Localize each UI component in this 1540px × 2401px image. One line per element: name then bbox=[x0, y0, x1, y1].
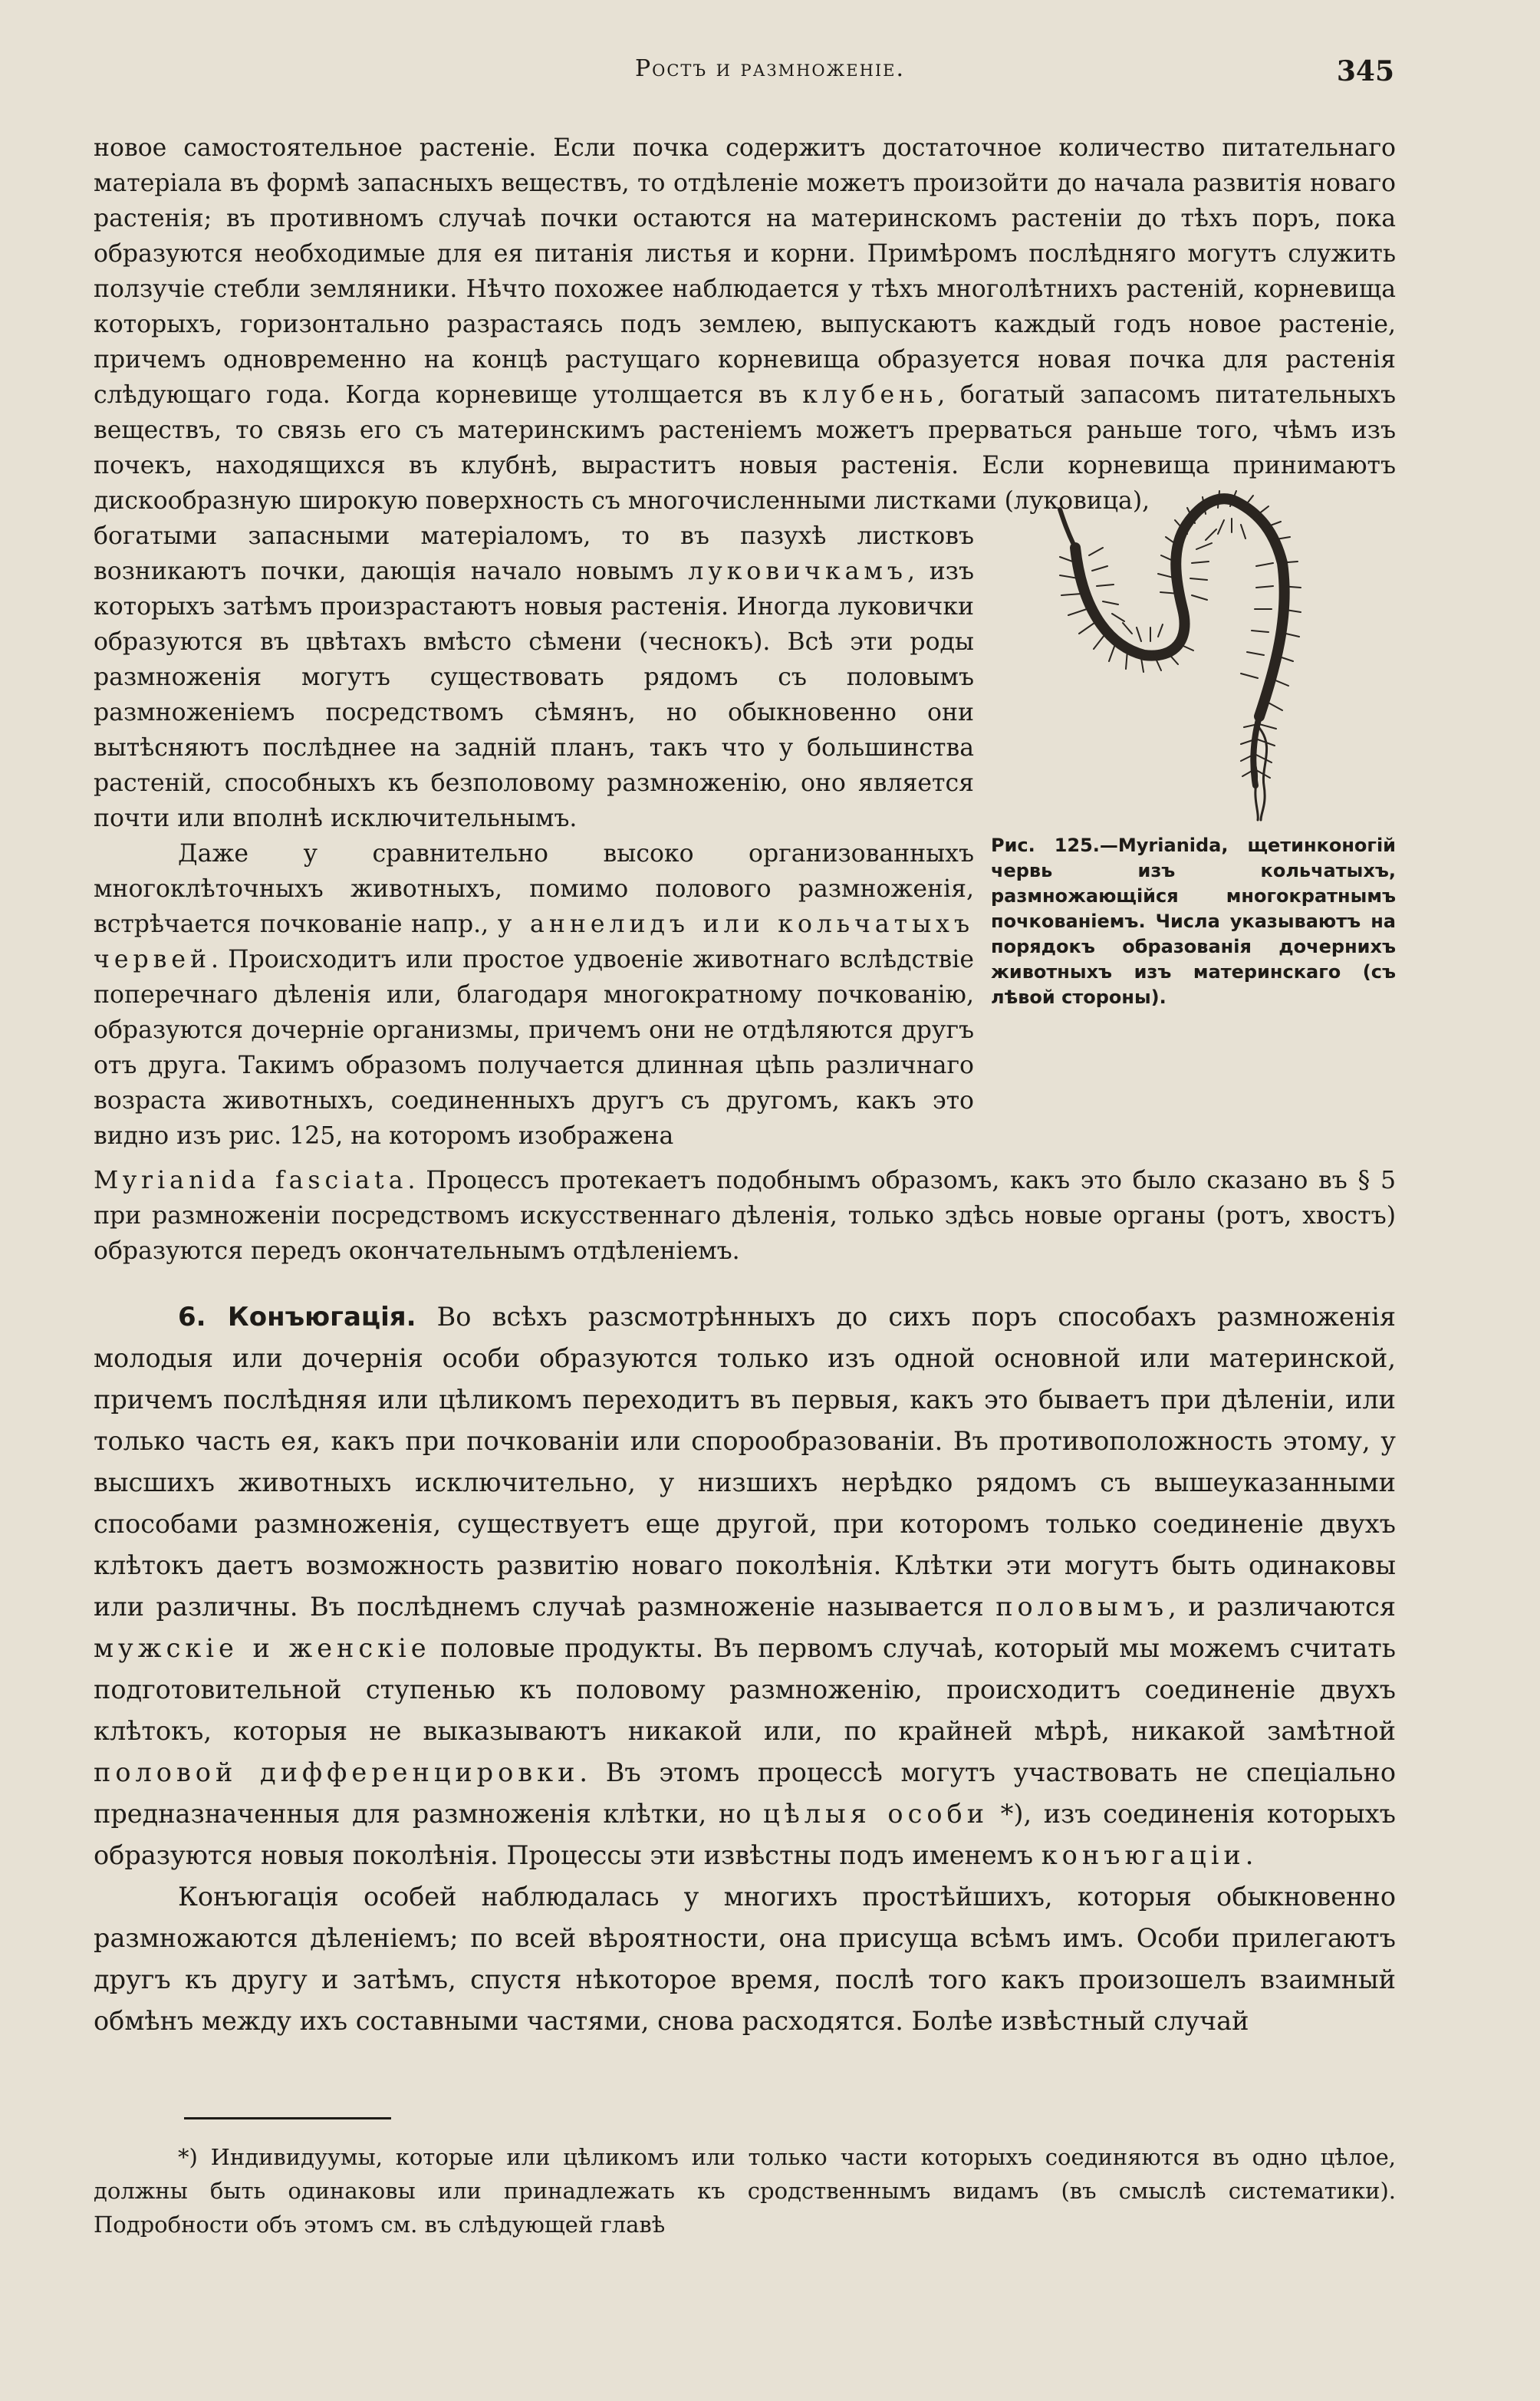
running-header bbox=[0, 55, 1540, 101]
species-name: Myrianida fasciata bbox=[94, 1167, 408, 1194]
two-column-region bbox=[94, 519, 1396, 1163]
section-paragraph-2: Конъюгація особей наблюдалась у многихъ простѣйшихъ, которыя обыкновенно размножаются дѣленіемъ; по всей вѣроятности, она присуща всѣмъ имъ. Особи прилегаютъ другъ къ другу и затѣмъ, спустя нѣкоторое время, послѣ того какъ произошелъ взаимный обмѣнъ между ихъ составными частями, снова расходятся. Болѣе извѣстный случай bbox=[94, 1882, 1396, 2036]
footnote: *) Индивидуумы, которые или цѣликомъ или только части которыхъ соединяются въ одно цѣлое, должны быть одинаковы или принадлежать къ сродственнымъ видамъ (въ смыслѣ систематики). Подробности объ этомъ см. въ слѣдующей главѣ bbox=[94, 2144, 1396, 2238]
body-text-top bbox=[94, 130, 1396, 1269]
annelid-worm-illustration-icon bbox=[1029, 463, 1351, 824]
term-annelids: у аннелидъ или кольчатыхъ червей bbox=[94, 911, 974, 973]
term-polovym: половымъ bbox=[995, 1592, 1169, 1622]
paragraph-annelids: Даже у сравнительно высоко организованныхъ многоклѣточныхъ животныхъ, помимо полового размноженія, встрѣчается почкованіе напр., у аннелидъ или кольчатыхъ червей. Происходитъ или простое удвоеніе животнаго вслѣдствіе поперечнаго дѣленія или, благодаря многократному почкованію, образуются дочерніе организмы, причемъ они не отдѣляются другъ отъ друга. Такимъ образомъ получается длинная цѣпь различнаго возраста животныхъ, соединенныхъ другъ съ другомъ, какъ это видно изъ рис. 125, на которомъ изображена bbox=[94, 840, 974, 1150]
paragraph-lead: новое самостоятельное растеніе. Если почка содержитъ достаточное количество питательнаго матеріала въ формѣ запасныхъ веществъ, то отдѣленіе можетъ произойти до начала развитія новаго растенія; въ противномъ случаѣ почки остаются на материнскомъ растеніи до тѣхъ поръ, пока образуются необходимые для ея питанія листья и корни. Примѣромъ послѣдняго могутъ служить ползучіе стебли земляники. Нѣчто похожее наблюдается у тѣхъ многолѣтнихъ растеній, корневища которыхъ, горизонтально разрастаясь подъ землею, выпускаютъ каждый годъ новое растеніе, причемъ одновременно на концѣ растущаго корневища образуется новая почка для растенія слѣдующаго года. Когда корневище утолщается въ клубень, богатый запасомъ питательныхъ веществъ, то связь его съ материнскимъ растеніемъ можетъ прерваться раньше того, чѣмъ изъ почекъ, находящихся въ клубнѣ, выраститъ новыя растенія. Если корневища принимаютъ дискообразную широкую поверхность съ многочисленными листками (луковица), bbox=[94, 134, 1396, 515]
figure-125 bbox=[991, 463, 1396, 1163]
section-paragraph-1: 6. Конъюгація. Во всѣхъ разсмотрѣнныхъ до сихъ поръ способахъ размноженія молодыя или дочернія особи образуются только изъ одной основной или материнской, причемъ послѣдняя или цѣликомъ переходитъ въ первыя, какъ это бываетъ при дѣленіи, или только часть ея, какъ при почкованіи или спорообразованіи. Въ противоположность этому, у высшихъ животныхъ исключительно, у низшихъ нерѣдко рядомъ съ вышеуказанными способами размноженія, существуетъ еще другой, при которомъ только соединеніе двухъ клѣтокъ даетъ возможность развитію новаго поколѣнія. Клѣтки эти могутъ быть одинаковы или различны. Въ послѣднемъ случаѣ размноженіе называется половымъ, и различаются мужскіе и женскіе половые продукты. Въ первомъ случаѣ, который мы можемъ считать подготовительной ступенью къ половому размноженію, происходитъ соединеніе двухъ клѣтокъ, которыя не выказываютъ никакой или, по крайней мѣрѣ, никакой замѣтной половой дифференцировки. Въ этомъ процессѣ могутъ участвовать не спеціально предназначенныя для размноженія клѣтки, но цѣлыя особи *), изъ соединенія которыхъ образуются новыя поколѣнія. Процессы эти извѣстны подъ именемъ конъюгаціи. bbox=[94, 1302, 1396, 1870]
section-heading: 6. Конъюгація. bbox=[178, 1302, 416, 1332]
term-klubeny: клубень bbox=[802, 381, 938, 409]
figure-caption: Рис. 125.—Myrianida, щетинконогій червь изъ кольчатыхъ, размножающійся многократнымъ почкованіемъ. Числа указываютъ на порядокъ образованія дочернихъ животныхъ изъ материнскаго (съ лѣвой стороны). bbox=[991, 835, 1396, 1008]
term-lukovichki: луковичкамъ bbox=[688, 558, 907, 585]
term-osobi: цѣлыя особи bbox=[763, 1799, 989, 1829]
section-conjugation bbox=[94, 1296, 1396, 2042]
page-number: 345 bbox=[1336, 55, 1394, 87]
term-conjugation: конъюгаціи bbox=[1041, 1840, 1245, 1870]
term-differentiation: половой дифференцировки bbox=[94, 1757, 580, 1787]
running-title: Ростъ и размноженіе. bbox=[634, 55, 906, 82]
paragraph-continued: богатыми запасными матеріаломъ, то въ пазухѣ листковъ возникаютъ почки, дающія начало новымъ луковичкамъ, изъ которыхъ затѣмъ произрастаютъ новыя растенія. Иногда луковички образуются въ цвѣтахъ вмѣсто сѣмени (чеснокъ). Всѣ эти роды размноженія могутъ существовать рядомъ съ половымъ размноженіемъ посредствомъ сѣмянъ, но обыкновенно они вытѣсняютъ послѣднее на задній планъ, такъ что у большинства растеній, способныхъ къ безполовому размноженію, оно является почти или вполнѣ исключительнымъ. bbox=[94, 522, 974, 832]
paragraph-tail: Myrianida fasciata. Процессъ протекаетъ подобнымъ образомъ, какъ это было сказано въ § 5 при размноженіи посредствомъ искусственнаго дѣленія, только здѣсь новые органы (ротъ, хвостъ) образуются передъ окончательнымъ отдѣленіемъ. bbox=[94, 1167, 1396, 1265]
term-male-female: мужскіе и женскіе bbox=[94, 1633, 431, 1663]
footnote-divider bbox=[184, 2117, 391, 2119]
left-column bbox=[94, 519, 974, 1154]
